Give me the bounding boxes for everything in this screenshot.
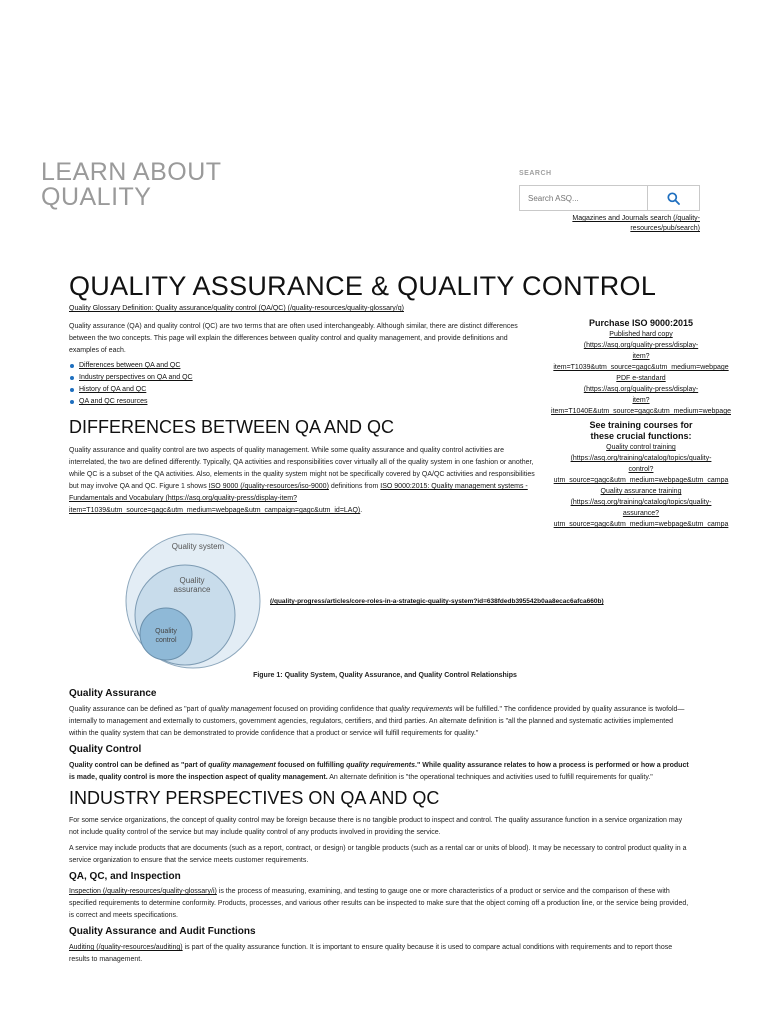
qc-text-4: An alternate definition is "the operational techniques and activities used to fulfill requirements for quality." bbox=[327, 774, 653, 781]
qc-paragraph bbox=[69, 760, 689, 784]
quality-control-label-1: Quality bbox=[155, 628, 177, 635]
qc-bold-2: focused on fulfilling bbox=[275, 762, 347, 769]
hardcopy-url-3: item=T1039&utm_source=gagc&utm_medium=webpage bbox=[553, 364, 729, 371]
auditing-link[interactable]: Auditing (/quality-resources/auditing) bbox=[69, 944, 183, 951]
industry-paragraph-2: A service may include products that are documents (such as a report, contract, or design) or tangible products (such as a rental car or units of blood). It may be necessary to control product quality in a service organization to ensure that the service meets customer requirements. bbox=[69, 845, 687, 864]
qa-text-2: focused on providing confidence that bbox=[271, 706, 390, 713]
audit-text: is part of the quality assurance function. It is important to ensure quality because it is used to compare actual conditions with requirements and to report those results to management. bbox=[69, 944, 673, 963]
qa-heading: Quality Assurance bbox=[69, 688, 157, 699]
qc-bold-1: Quality control can be defined as "part of bbox=[69, 762, 209, 769]
toc-link-industry[interactable]: Industry perspectives on QA and QC bbox=[79, 374, 193, 381]
qc-training-title: Quality control training bbox=[606, 444, 676, 451]
hardcopy-link[interactable] bbox=[540, 329, 742, 373]
differences-text: Quality assurance and quality control are two aspects of quality management. While some quality assurance and quality control activities are interrelated, the two are defined differently. Typically, QA activities and responsibilities cover virtually all of the quality system in one fashion or another, while QC is a subset of the QA activities. Also, elements in the quality system might not be specifically covered by QA/QC activities and responsibilities but may involve QA and QC. Figure 1 shows bbox=[69, 447, 535, 490]
qc-training-url-2: control? bbox=[628, 466, 654, 473]
figure-link-wrap bbox=[270, 598, 604, 605]
quality-system-label: Quality system bbox=[171, 542, 225, 551]
inspection-heading: QA, QC, and Inspection bbox=[69, 871, 181, 882]
qc-training-link[interactable] bbox=[540, 442, 742, 486]
pdf-url-1: (https://asq.org/quality-press/display- bbox=[583, 386, 699, 393]
pdf-link[interactable] bbox=[540, 373, 742, 417]
toc-item bbox=[69, 372, 193, 384]
toc-link-history[interactable]: History of QA and QC bbox=[79, 386, 147, 393]
search-button[interactable] bbox=[647, 186, 699, 210]
qa-italic-1: quality management bbox=[208, 706, 272, 713]
intro-paragraph: Quality assurance (QA) and quality control (QC) are two terms that are often used interchangeably. Although similar, there are distinct differences between the two concepts. This page will explain the differences between quality control and quality management, and provide definitions and examples of each. bbox=[69, 323, 518, 354]
qa-training-title: Quality assurance training bbox=[600, 488, 682, 495]
search-icon bbox=[667, 192, 680, 205]
inspection-paragraph bbox=[69, 886, 689, 922]
search-input[interactable] bbox=[520, 186, 647, 210]
iso-9000-link[interactable]: ISO 9000 (/quality-resources/iso-9000) bbox=[208, 483, 329, 490]
quality-control-label-2: control bbox=[155, 637, 177, 644]
iso-9000-2015-book-link[interactable]: ISO 9000:2015: Quality management systems - Fundamentals and Vocabulary (https://asq.org/quality-press/display-item?item=T1039&utm_source=gagc&utm_medium=webpage&utm_campaign=gagc&utm_id=LAQ) bbox=[69, 483, 528, 514]
qa-paragraph bbox=[69, 704, 689, 740]
pdf-url-3: item=T1040E&utm_source=gagc&utm_medium=webpage bbox=[551, 408, 731, 415]
hardcopy-title: Published hard copy bbox=[609, 331, 673, 338]
qc-bold-italic-1: quality management bbox=[208, 762, 276, 769]
qc-training-url-1: (https://asq.org/training/catalog/topics/quality- bbox=[570, 455, 712, 462]
quality-system-diagram bbox=[118, 533, 268, 669]
search-box bbox=[519, 185, 700, 211]
industry-heading: INDUSTRY PERSPECTIVES ON QA AND QC bbox=[69, 788, 440, 808]
differences-paragraph bbox=[69, 445, 539, 517]
qa-training-url-1: (https://asq.org/training/catalog/topics/quality- bbox=[570, 499, 712, 506]
qa-text-3: will be fulfilled." The confidence provided by quality assurance is twofold—internally to management and externally to customers, government agencies, regulators, certifiers, and third parties. An alternate definition is "all the planned and systematic activities implemented within the quality system that can be demonstrated to provide confidence that a product or service will fulfill requirements for quality." bbox=[69, 706, 685, 737]
qa-training-url-2: assurance? bbox=[622, 510, 660, 517]
figure-article-link[interactable]: (/quality-progress/articles/core-roles-in-a-strategic-quality-system?id=638fdedb395542b0aa8ecac6afca660b) bbox=[270, 598, 604, 605]
glossary-link-wrap bbox=[69, 305, 404, 312]
magazines-search-link[interactable]: Magazines and Journals search (/quality-resources/pub/search) bbox=[572, 215, 700, 232]
toc-link-resources[interactable]: QA and QC resources bbox=[79, 398, 148, 405]
audit-heading: Quality Assurance and Audit Functions bbox=[69, 926, 256, 937]
toc-item bbox=[69, 396, 193, 408]
toc-item bbox=[69, 384, 193, 396]
page-title: QUALITY ASSURANCE & QUALITY CONTROL bbox=[69, 271, 657, 301]
hardcopy-url-2: item? bbox=[632, 353, 650, 360]
differences-heading: DIFFERENCES BETWEEN QA AND QC bbox=[69, 417, 395, 437]
training-heading-2: these crucial functions: bbox=[590, 431, 692, 441]
search-label: SEARCH bbox=[519, 170, 552, 177]
hardcopy-url-1: (https://asq.org/quality-press/display- bbox=[583, 342, 699, 349]
quality-assurance-label-1: Quality bbox=[179, 576, 205, 585]
qa-text-1: Quality assurance can be defined as "part of bbox=[69, 706, 209, 713]
figure-caption: Figure 1: Quality System, Quality Assurance, and Quality Control Relationships bbox=[253, 672, 517, 679]
purchase-sidebar bbox=[540, 318, 742, 530]
qa-italic-2: quality requirements bbox=[389, 706, 453, 713]
magazines-search-link-wrap bbox=[540, 214, 700, 234]
differences-text-end: . bbox=[360, 507, 363, 514]
inspection-text: is the process of measuring, examining, and testing to gauge one or more characteristics of a product or service and the comparison of these with specified requirements to determine conformity. Products, processes, and various other results can be inspected to make sure that the object coming off a production line, or the service being provided, is correct and meets specifications. bbox=[69, 888, 689, 919]
inspection-glossary-link[interactable]: Inspection (/quality-resources/quality-glossary/i) bbox=[69, 888, 217, 895]
quality-assurance-label-2: assurance bbox=[173, 585, 211, 594]
qc-heading: Quality Control bbox=[69, 744, 142, 755]
toc-item bbox=[69, 360, 193, 372]
section-title: LEARN ABOUT QUALITY bbox=[41, 158, 222, 211]
glossary-link[interactable]: Quality Glossary Definition: Quality assurance/quality control (QA/QC) (/quality-resources/quality-glossary/q) bbox=[69, 305, 404, 312]
qa-training-url-3: utm_source=gagc&utm_medium=webpage&utm_campa bbox=[553, 521, 729, 528]
qc-bold-3: ." While quality assurance relates to how a process is performed or how a product is made, quality control is more the inspection aspect of quality management. bbox=[69, 762, 689, 781]
purchase-heading: Purchase ISO 9000:2015 bbox=[588, 318, 694, 328]
industry-paragraph-1: For some service organizations, the concept of quality control may be foreign because there is no tangible product to inspect and control. The quality assurance function in a service organization may not include quality control of the service but may include quality control of any products involved in providing the service. bbox=[69, 817, 683, 836]
toc-list bbox=[69, 360, 193, 408]
pdf-title: PDF e-standard bbox=[616, 375, 666, 382]
qc-training-url-3: utm_source=gagc&utm_medium=webpage&utm_campa bbox=[553, 477, 729, 484]
toc-link-differences[interactable]: Differences between QA and QC bbox=[79, 362, 181, 369]
pdf-url-2: item? bbox=[632, 397, 650, 404]
training-heading-1: See training courses for bbox=[589, 420, 693, 430]
differences-text-mid: definitions from bbox=[328, 483, 381, 490]
qc-bold-italic-2: quality requirements bbox=[346, 762, 416, 769]
audit-paragraph bbox=[69, 942, 689, 966]
qa-training-link[interactable] bbox=[540, 486, 742, 530]
